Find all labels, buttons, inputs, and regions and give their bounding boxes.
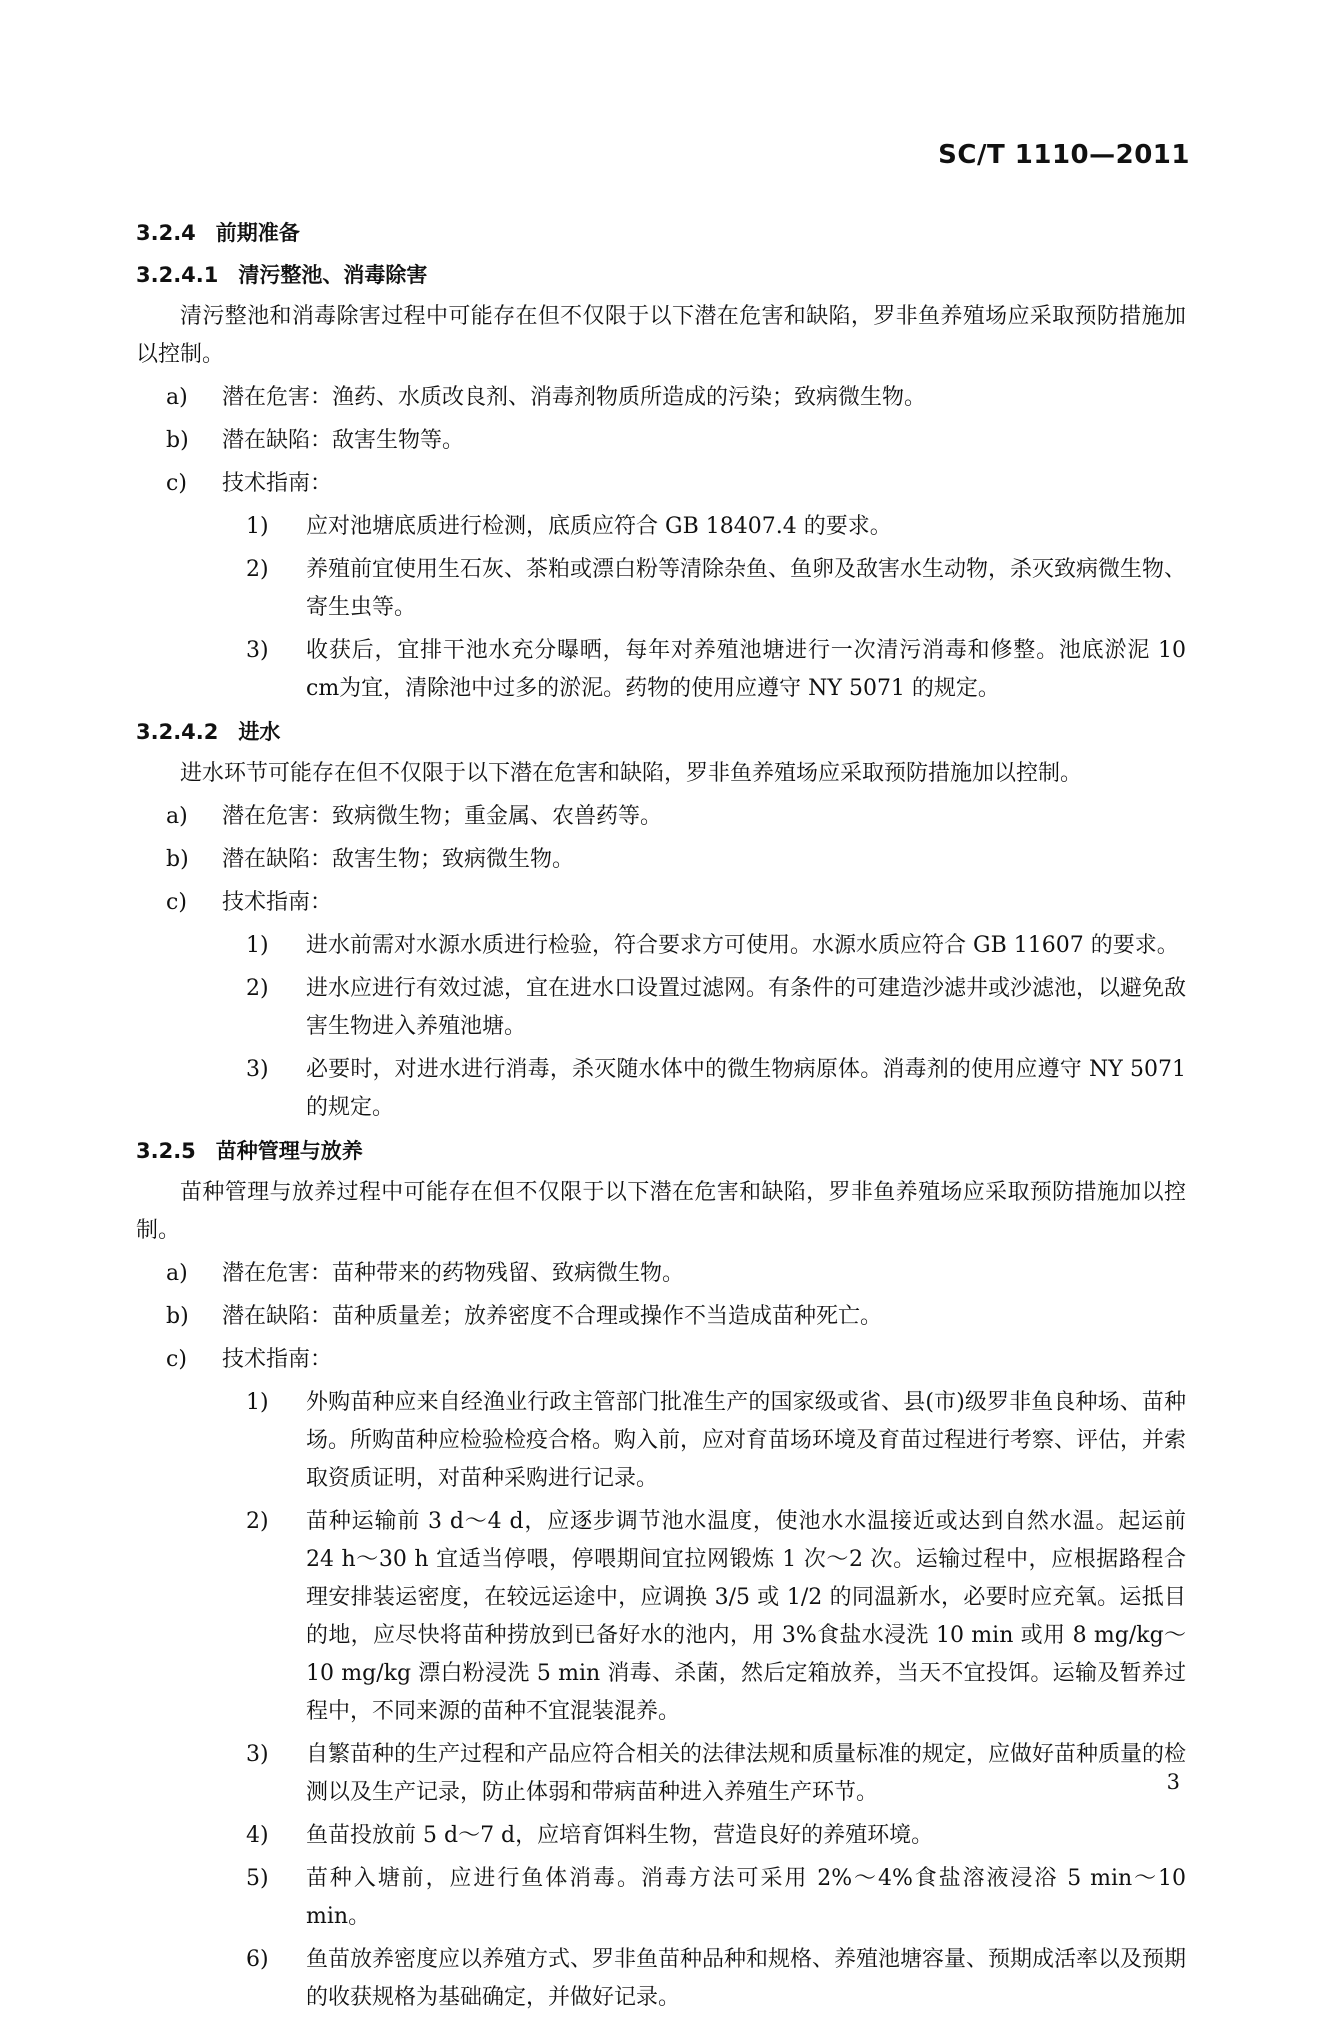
list-item — [136, 422, 1186, 460]
list-text: 潜在缺陷：敌害生物等。 — [222, 428, 465, 453]
list-text: 养殖前宜使用生石灰、茶粕或漂白粉等清除杂鱼、鱼卵及敌害水生动物，杀灭致病微生物、寄生虫等。 — [306, 557, 1187, 620]
list-marker: c) — [166, 890, 187, 915]
list-marker: c) — [166, 471, 187, 496]
list-text: 鱼苗投放前 5 d～7 d，应培育饵料生物，营造良好的养殖环境。 — [306, 1823, 934, 1848]
list-marker: 3) — [246, 1742, 269, 1767]
sub-list-item — [136, 970, 1186, 1046]
paragraph: 进水环节可能存在但不仅限于以下潜在危害和缺陷，罗非鱼养殖场应采取预防措施加以控制。 — [180, 761, 1083, 786]
list-marker: c) — [166, 1347, 187, 1372]
list-marker: 1) — [246, 514, 269, 539]
list-marker: 4) — [246, 1823, 269, 1848]
list-text: 苗种运输前 3 d～4 d，应逐步调节池水温度，使池水水温接近或达到自然水温。起运前 24 h～30 h 宜适当停喂，停喂期间宜拉网锻炼 1 次～2 次。运输过程中，应根据路程合理安排装运密度，在较远运途中，应调换 3/5 或 1/2 的同温新水，必要时应充氧。运抵目的地，应尽快将苗种捞放到已备好水的池内，用 3%食盐水浸洗 10 min 或用 8 mg/kg～10 mg/kg 漂白粉浸洗 5 min 消毒、杀菌，然后定箱放养，当天不宜投饵。运输及暂养过程中，不同来源的苗种不宜混装混养。 — [306, 1509, 1186, 1724]
sub-list-item — [136, 1384, 1186, 1498]
list-marker: a) — [166, 1261, 188, 1286]
section-heading — [136, 713, 1186, 751]
list-text: 必要时，对进水进行消毒，杀灭随水体中的微生物病原体。消毒剂的使用应遵守 NY 5071 的规定。 — [306, 1057, 1186, 1120]
list-marker: 5) — [246, 1866, 269, 1891]
list-item — [136, 1298, 1186, 1336]
sub-list-item — [136, 1503, 1186, 1731]
section-title: 苗种管理与放养 — [215, 1139, 363, 1163]
sub-list-item — [136, 1860, 1186, 1936]
list-text: 潜在缺陷：敌害生物；致病微生物。 — [222, 847, 575, 872]
list-text: 进水应进行有效过滤，宜在进水口设置过滤网。有条件的可建造沙滤井或沙滤池，以避免敌害生物进入养殖池塘。 — [306, 976, 1187, 1039]
sub-list-item — [136, 1051, 1186, 1127]
section-number: 3.2.5 — [136, 1139, 196, 1163]
list-marker: 2) — [246, 557, 269, 582]
list-text: 应对池塘底质进行检测，底质应符合 GB 18407.4 的要求。 — [306, 514, 892, 539]
sub-list-item — [136, 508, 1186, 546]
list-marker: a) — [166, 385, 188, 410]
list-marker: 3) — [246, 1057, 269, 1082]
sub-list-item — [136, 1941, 1186, 2017]
sub-list-item — [136, 1736, 1186, 1812]
list-marker: b) — [166, 847, 189, 872]
list-marker: b) — [166, 1304, 189, 1329]
list-text: 自繁苗种的生产过程和产品应符合相关的法律法规和质量标准的规定，应做好苗种质量的检测以及生产记录，防止体弱和带病苗种进入养殖生产环节。 — [306, 1742, 1187, 1805]
list-item — [136, 379, 1186, 417]
list-item — [136, 798, 1186, 836]
list-marker: b) — [166, 428, 189, 453]
list-item — [136, 1341, 1186, 1379]
list-text: 潜在缺陷：苗种质量差；放养密度不合理或操作不当造成苗种死亡。 — [222, 1304, 883, 1329]
section-title: 进水 — [238, 720, 281, 744]
list-marker: 3) — [246, 638, 269, 663]
section-number: 3.2.4 — [136, 221, 196, 245]
sub-list-item — [136, 1817, 1186, 1855]
list-item — [136, 884, 1186, 922]
list-marker: 2) — [246, 976, 269, 1001]
list-marker: 1) — [246, 933, 269, 958]
list-marker: 2) — [246, 1509, 269, 1534]
list-text: 潜在危害：致病微生物；重金属、农兽药等。 — [222, 804, 663, 829]
page-number: 3 — [1166, 1770, 1180, 1794]
list-text: 技术指南： — [222, 890, 333, 915]
paragraph: 清污整池和消毒除害过程中可能存在但不仅限于以下潜在危害和缺陷，罗非鱼养殖场应采取预防措施加以控制。 — [136, 304, 1186, 367]
sub-list-item — [136, 927, 1186, 965]
section-heading — [136, 214, 1186, 252]
list-item — [136, 1255, 1186, 1293]
section-title: 前期准备 — [215, 221, 300, 245]
list-text: 收获后，宜排干池水充分曝晒，每年对养殖池塘进行一次清污消毒和修整。池底淤泥 10 cm为宜，清除池中过多的淤泥。药物的使用应遵守 NY 5071 的规定。 — [306, 638, 1186, 701]
list-text: 苗种入塘前，应进行鱼体消毒。消毒方法可采用 2%～4%食盐溶液浸浴 5 min～10 min。 — [306, 1866, 1186, 1929]
list-text: 潜在危害：苗种带来的药物残留、致病微生物。 — [222, 1261, 685, 1286]
list-marker: 6) — [246, 1947, 269, 1972]
paragraph: 苗种管理与放养过程中可能存在但不仅限于以下潜在危害和缺陷，罗非鱼养殖场应采取预防措施加以控制。 — [136, 1180, 1186, 1243]
sub-list-item — [136, 632, 1186, 708]
section-heading — [136, 1132, 1186, 1170]
list-text: 鱼苗放养密度应以养殖方式、罗非鱼苗种品种和规格、养殖池塘容量、预期成活率以及预期的收获规格为基础确定，并做好记录。 — [306, 1947, 1187, 2010]
list-text: 技术指南： — [222, 1347, 333, 1372]
list-item — [136, 465, 1186, 503]
section-number: 3.2.4.2 — [136, 720, 219, 744]
sub-list-item — [136, 551, 1186, 627]
section-title: 清污整池、消毒除害 — [238, 263, 428, 287]
document-body — [136, 210, 1186, 2022]
list-text: 潜在危害：渔药、水质改良剂、消毒剂物质所造成的污染；致病微生物。 — [222, 385, 927, 410]
standard-code: SC/T 1110—2011 — [938, 140, 1190, 170]
list-text: 进水前需对水源水质进行检验，符合要求方可使用。水源水质应符合 GB 11607 的要求。 — [306, 933, 1179, 958]
list-marker: a) — [166, 804, 188, 829]
list-text: 技术指南： — [222, 471, 333, 496]
list-marker: 1) — [246, 1390, 269, 1415]
section-heading — [136, 256, 1186, 294]
list-text: 外购苗种应来自经渔业行政主管部门批准生产的国家级或省、县(市)级罗非鱼良种场、苗种场。所购苗种应检验检疫合格。购入前，应对育苗场环境及育苗过程进行考察、评估，并索取资质证明，对苗种采购进行记录。 — [306, 1390, 1187, 1491]
section-number: 3.2.4.1 — [136, 263, 219, 287]
list-item — [136, 841, 1186, 879]
